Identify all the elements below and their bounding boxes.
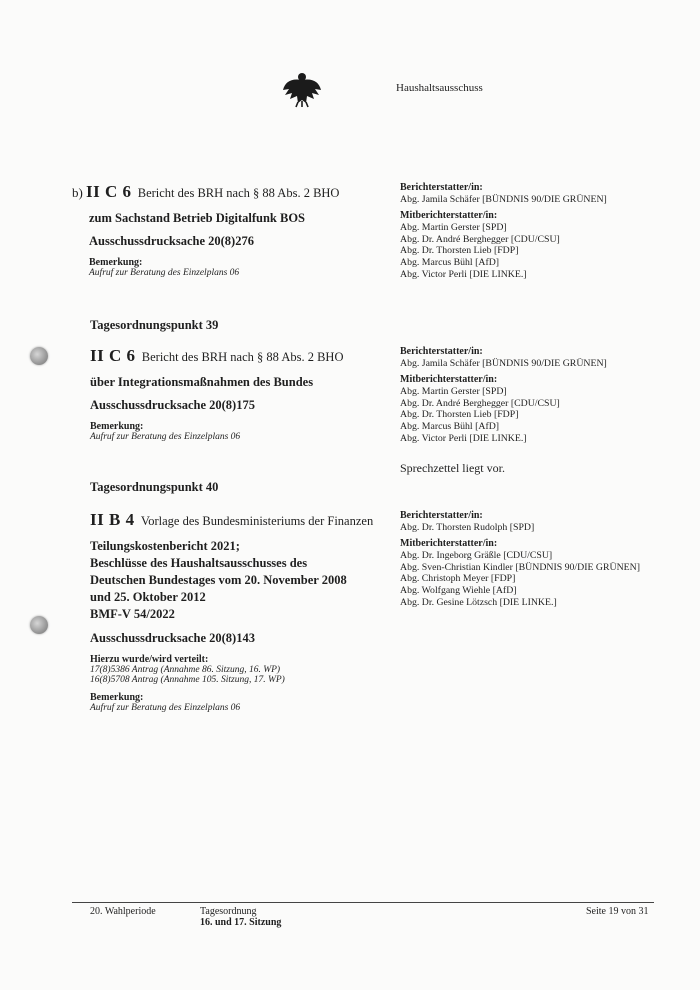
item-subject: Deutschen Bundestages vom 20. November 2008 (90, 573, 347, 587)
item-doc: Ausschussdrucksache 20(8)143 (90, 631, 255, 645)
footer-period: 20. Wahlperiode (90, 906, 156, 917)
bundestag-eagle-logo (281, 70, 323, 108)
co-rapporteur: Abg. Dr. Thorsten Lieb [FDP] (400, 245, 519, 257)
item-subject: Teilungskostenbericht 2021; (90, 539, 240, 553)
co-rapporteur: Abg. Dr. André Berghegger [CDU/CSU] (400, 233, 560, 245)
speech-note: Sprechzettel liegt vor. (400, 460, 505, 475)
footer-session: 16. und 17. Sitzung (200, 917, 282, 928)
co-rapporteur: Abg. Dr. Gesine Lötzsch [DIE LINKE.] (400, 596, 557, 608)
agenda-point-40: Tagesordnungspunkt 40 (90, 480, 219, 494)
co-rapporteur: Abg. Marcus Bühl [AfD] (400, 257, 500, 269)
item-subject: und 25. Oktober 2012 (90, 590, 206, 604)
item-code: II B 4 (90, 510, 135, 529)
punch-hole (30, 347, 48, 365)
header-title: Haushaltsausschuss (396, 82, 483, 94)
item-description: Bericht des BRH nach § 88 Abs. 2 BHO (137, 186, 340, 200)
item-code: II C 6 (90, 346, 136, 365)
item-subject: Beschlüsse des Haushaltsausschusses des (90, 556, 308, 570)
rapporteur: Abg. Jamila Schäfer [BÜNDNIS 90/DIE GRÜNEN] (400, 358, 607, 369)
remark-label: Bemerkung: (90, 692, 144, 703)
rapporteur-label: Berichterstatter/in: (400, 182, 483, 193)
co-rapporteur: Abg. Dr. André Berghegger [CDU/CSU] (400, 397, 560, 409)
remark-text: Aufruf zur Beratung des Einzelplans 06 (90, 432, 241, 442)
remark-text: Aufruf zur Beratung des Einzelplans 06 (90, 703, 241, 713)
remark-label: Bemerkung: (89, 257, 143, 268)
footer-block (200, 906, 281, 928)
item-subject: über Integrationsmaßnahmen des Bundes (90, 375, 314, 389)
co-rapporteur: Abg. Marcus Bühl [AfD] (400, 421, 500, 433)
footer-title: Tagesordnung (200, 906, 257, 917)
co-rapporteur: Abg. Martin Gerster [SPD] (400, 385, 507, 397)
item-doc: Ausschussdrucksache 20(8)175 (90, 398, 255, 412)
item-subject: BMF-V 54/2022 (90, 607, 175, 621)
co-rapporteur: Abg. Dr. Thorsten Lieb [FDP] (400, 409, 519, 421)
co-rapporteur: Abg. Victor Perli [DIE LINKE.] (400, 432, 527, 444)
item-description: Bericht des BRH nach § 88 Abs. 2 BHO (141, 350, 344, 364)
footer-rule (72, 902, 654, 903)
co-rapporteur-label: Mitberichterstatter/in: (400, 209, 498, 221)
co-rapporteur: Abg. Wolfgang Wiehle [AfD] (400, 585, 517, 597)
co-rapporteur: Abg. Dr. Ingeborg Gräßle [CDU/CSU] (400, 549, 553, 561)
item-code: II C 6 (85, 182, 132, 201)
agenda-item-39 (90, 346, 400, 442)
remark-text: Aufruf zur Beratung des Einzelplans 06 (89, 268, 240, 278)
item-doc: Ausschussdrucksache 20(8)276 (89, 234, 254, 248)
co-rapporteur: Abg. Sven-Christian Kindler [BÜNDNIS 90/DIE GRÜNEN] (400, 561, 640, 573)
distributed-item: 16(8)5708 Antrag (Annahme 105. Sitzung, 17. WP) (90, 675, 285, 685)
rapporteur: Abg. Dr. Thorsten Rudolph [SPD] (400, 522, 535, 533)
rapporteurs-39 (400, 346, 680, 476)
co-rapporteur: Abg. Victor Perli [DIE LINKE.] (400, 268, 527, 280)
rapporteurs-40 (400, 510, 680, 609)
rapporteur-label: Berichterstatter/in: (400, 346, 483, 357)
co-rapporteur: Abg. Martin Gerster [SPD] (400, 221, 507, 233)
co-rapporteur-label: Mitberichterstatter/in: (400, 537, 498, 549)
co-rapporteur: Abg. Christoph Meyer [FDP] (400, 573, 516, 585)
agenda-item-40 (90, 510, 390, 713)
agenda-point-39: Tagesordnungspunkt 39 (90, 318, 219, 332)
co-rapporteur-label: Mitberichterstatter/in: (400, 373, 498, 385)
punch-hole (30, 616, 48, 634)
item-subject: zum Sachstand Betrieb Digitalfunk BOS (89, 211, 306, 225)
item-prefix: b) (72, 185, 83, 200)
distributed-label: Hierzu wurde/wird verteilt: (90, 654, 209, 665)
distributed-item: 17(8)5386 Antrag (Annahme 86. Sitzung, 16. WP) (90, 665, 281, 675)
rapporteurs-b (400, 182, 680, 281)
agenda-item-b (72, 182, 382, 278)
rapporteur: Abg. Jamila Schäfer [BÜNDNIS 90/DIE GRÜNEN] (400, 194, 607, 205)
item-description: Vorlage des Bundesministeriums der Finanzen (140, 514, 374, 528)
remark-label: Bemerkung: (90, 421, 144, 432)
footer-page: Seite 19 von 31 (586, 906, 649, 917)
rapporteur-label: Berichterstatter/in: (400, 510, 483, 521)
